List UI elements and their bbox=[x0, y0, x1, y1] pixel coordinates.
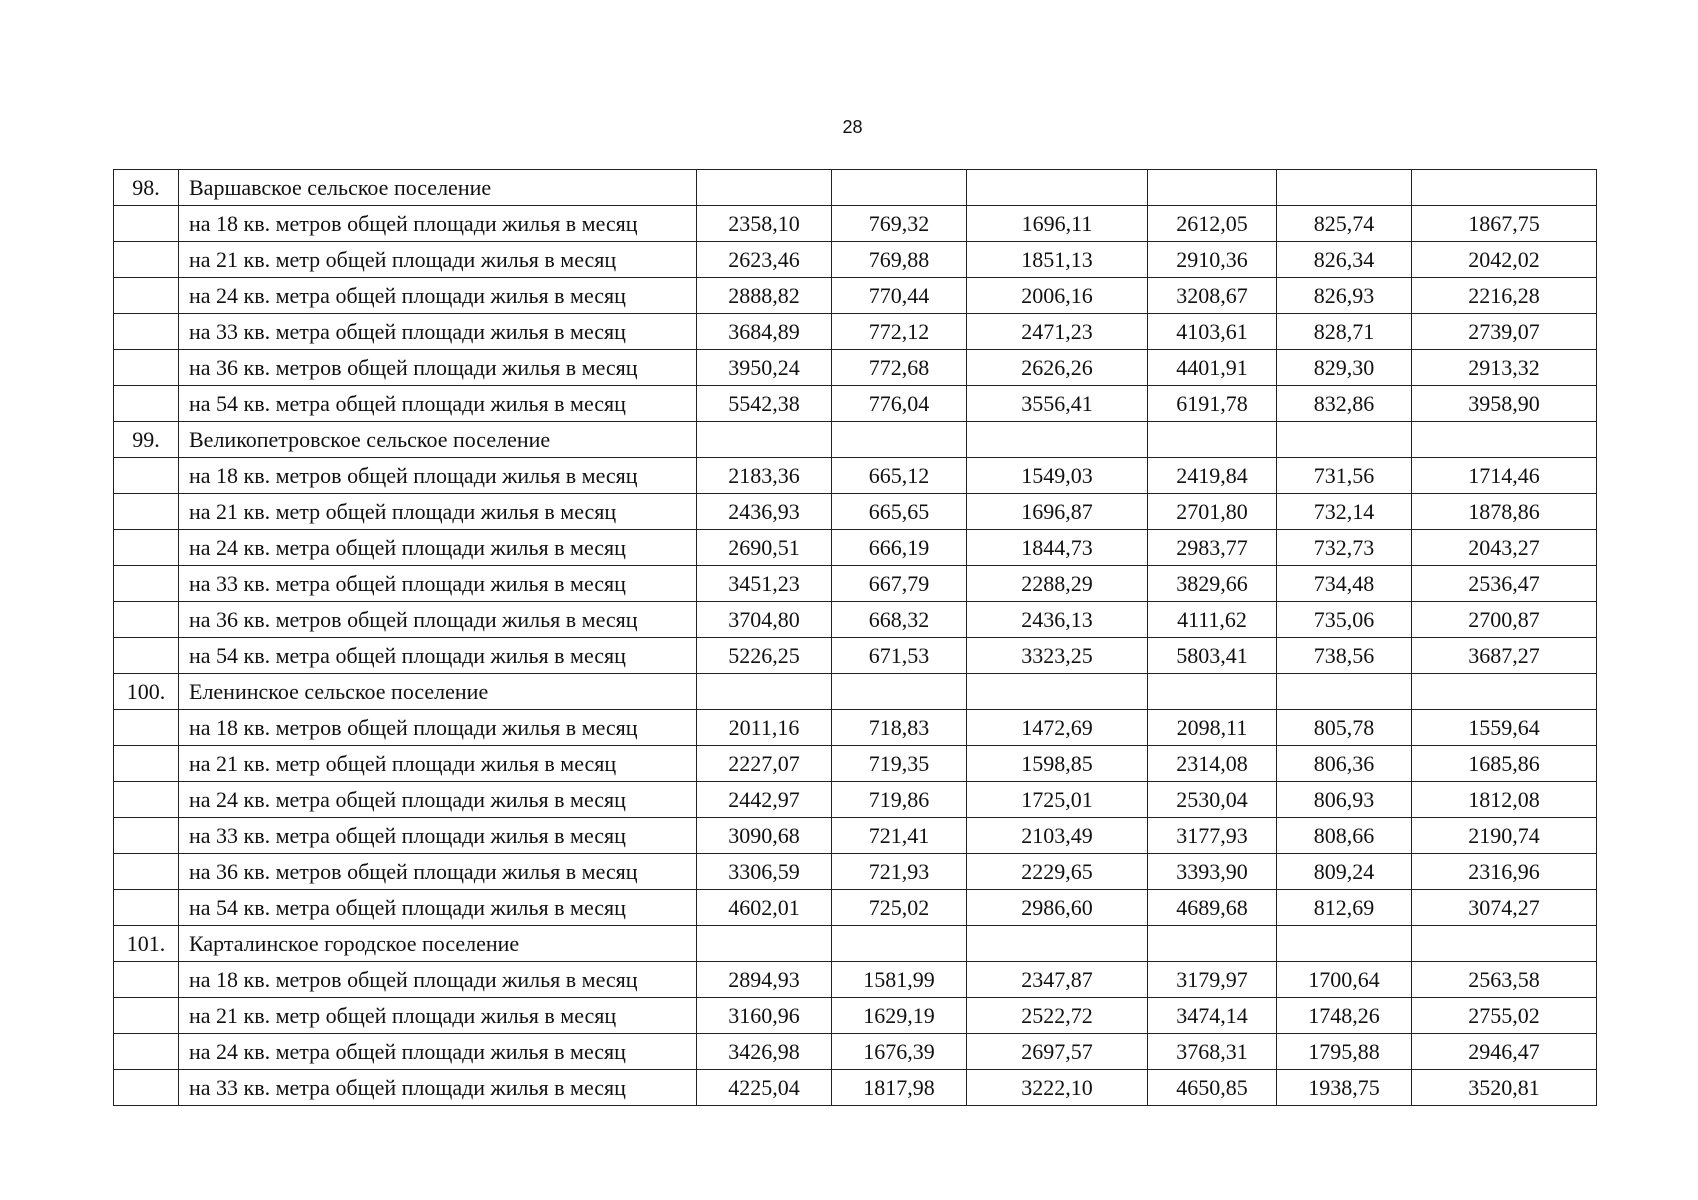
value-cell: 1844,73 bbox=[967, 530, 1148, 566]
section-name: Великопетровское сельское поселение bbox=[179, 422, 697, 458]
value-cell: 2700,87 bbox=[1412, 602, 1597, 638]
value-cell: 1714,46 bbox=[1412, 458, 1597, 494]
value-cell: 832,86 bbox=[1277, 386, 1412, 422]
empty-number-cell bbox=[114, 458, 179, 494]
empty-number-cell bbox=[114, 962, 179, 998]
value-cell: 3958,90 bbox=[1412, 386, 1597, 422]
value-cell: 731,56 bbox=[1277, 458, 1412, 494]
value-cell: 809,24 bbox=[1277, 854, 1412, 890]
value-cell: 2986,60 bbox=[967, 890, 1148, 926]
empty-cell bbox=[697, 674, 832, 710]
row-label: на 54 кв. метра общей площади жилья в месяц bbox=[179, 386, 697, 422]
row-label: на 33 кв. метра общей площади жилья в месяц bbox=[179, 314, 697, 350]
empty-number-cell bbox=[114, 566, 179, 602]
empty-cell bbox=[967, 674, 1148, 710]
value-cell: 6191,78 bbox=[1148, 386, 1277, 422]
empty-cell bbox=[967, 422, 1148, 458]
value-cell: 1549,03 bbox=[967, 458, 1148, 494]
value-cell: 2098,11 bbox=[1148, 710, 1277, 746]
value-cell: 805,78 bbox=[1277, 710, 1412, 746]
value-cell: 718,83 bbox=[832, 710, 967, 746]
table-row bbox=[114, 458, 1597, 494]
value-cell: 770,44 bbox=[832, 278, 967, 314]
empty-number-cell bbox=[114, 890, 179, 926]
section-header-row bbox=[114, 674, 1597, 710]
table-row bbox=[114, 998, 1597, 1034]
value-cell: 3177,93 bbox=[1148, 818, 1277, 854]
table-row bbox=[114, 710, 1597, 746]
value-cell: 719,35 bbox=[832, 746, 967, 782]
value-cell: 3556,41 bbox=[967, 386, 1148, 422]
empty-number-cell bbox=[114, 638, 179, 674]
empty-cell bbox=[1277, 170, 1412, 206]
section-name: Карталинское городское поселение bbox=[179, 926, 697, 962]
value-cell: 806,36 bbox=[1277, 746, 1412, 782]
value-cell: 1938,75 bbox=[1277, 1070, 1412, 1106]
value-cell: 1878,86 bbox=[1412, 494, 1597, 530]
value-cell: 665,65 bbox=[832, 494, 967, 530]
value-cell: 2946,47 bbox=[1412, 1034, 1597, 1070]
value-cell: 826,34 bbox=[1277, 242, 1412, 278]
value-cell: 1795,88 bbox=[1277, 1034, 1412, 1070]
row-label: на 24 кв. метра общей площади жилья в месяц bbox=[179, 278, 697, 314]
row-label: на 21 кв. метр общей площади жилья в месяц bbox=[179, 494, 697, 530]
empty-cell bbox=[1412, 422, 1597, 458]
empty-cell bbox=[832, 170, 967, 206]
value-cell: 825,74 bbox=[1277, 206, 1412, 242]
value-cell: 5226,25 bbox=[697, 638, 832, 674]
section-header-row bbox=[114, 926, 1597, 962]
value-cell: 732,14 bbox=[1277, 494, 1412, 530]
value-cell: 3451,23 bbox=[697, 566, 832, 602]
row-label: на 18 кв. метров общей площади жилья в месяц bbox=[179, 710, 697, 746]
value-cell: 2697,57 bbox=[967, 1034, 1148, 1070]
empty-cell bbox=[1277, 422, 1412, 458]
value-cell: 2227,07 bbox=[697, 746, 832, 782]
section-number: 98. bbox=[114, 170, 179, 206]
value-cell: 3306,59 bbox=[697, 854, 832, 890]
value-cell: 2442,97 bbox=[697, 782, 832, 818]
empty-number-cell bbox=[114, 1070, 179, 1106]
empty-number-cell bbox=[114, 530, 179, 566]
value-cell: 3950,24 bbox=[697, 350, 832, 386]
empty-cell bbox=[1277, 926, 1412, 962]
row-label: на 24 кв. метра общей площади жилья в месяц bbox=[179, 1034, 697, 1070]
value-cell: 2316,96 bbox=[1412, 854, 1597, 890]
value-cell: 2043,27 bbox=[1412, 530, 1597, 566]
row-label: на 33 кв. метра общей площади жилья в месяц bbox=[179, 566, 697, 602]
value-cell: 3222,10 bbox=[967, 1070, 1148, 1106]
row-label: на 21 кв. метр общей площади жилья в месяц bbox=[179, 746, 697, 782]
value-cell: 4225,04 bbox=[697, 1070, 832, 1106]
table-row bbox=[114, 494, 1597, 530]
value-cell: 2612,05 bbox=[1148, 206, 1277, 242]
value-cell: 3829,66 bbox=[1148, 566, 1277, 602]
table-row bbox=[114, 314, 1597, 350]
value-cell: 3160,96 bbox=[697, 998, 832, 1034]
value-cell: 2894,93 bbox=[697, 962, 832, 998]
value-cell: 2183,36 bbox=[697, 458, 832, 494]
empty-cell bbox=[967, 926, 1148, 962]
row-label: на 24 кв. метра общей площади жилья в месяц bbox=[179, 782, 697, 818]
table-row bbox=[114, 530, 1597, 566]
value-cell: 776,04 bbox=[832, 386, 967, 422]
value-cell: 4689,68 bbox=[1148, 890, 1277, 926]
value-cell: 2419,84 bbox=[1148, 458, 1277, 494]
table-row bbox=[114, 818, 1597, 854]
value-cell: 2626,26 bbox=[967, 350, 1148, 386]
row-label: на 18 кв. метров общей площади жилья в месяц bbox=[179, 962, 697, 998]
value-cell: 2739,07 bbox=[1412, 314, 1597, 350]
value-cell: 2436,93 bbox=[697, 494, 832, 530]
row-label: на 24 кв. метра общей площади жилья в месяц bbox=[179, 530, 697, 566]
empty-cell bbox=[1148, 674, 1277, 710]
section-name: Еленинское сельское поселение bbox=[179, 674, 697, 710]
empty-number-cell bbox=[114, 494, 179, 530]
value-cell: 719,86 bbox=[832, 782, 967, 818]
value-cell: 2755,02 bbox=[1412, 998, 1597, 1034]
value-cell: 2563,58 bbox=[1412, 962, 1597, 998]
table-row bbox=[114, 890, 1597, 926]
table-row bbox=[114, 782, 1597, 818]
empty-cell bbox=[697, 422, 832, 458]
value-cell: 2042,02 bbox=[1412, 242, 1597, 278]
table-row bbox=[114, 746, 1597, 782]
table-row bbox=[114, 206, 1597, 242]
empty-number-cell bbox=[114, 782, 179, 818]
empty-number-cell bbox=[114, 710, 179, 746]
value-cell: 3687,27 bbox=[1412, 638, 1597, 674]
empty-number-cell bbox=[114, 746, 179, 782]
tariff-table bbox=[113, 169, 1597, 1106]
value-cell: 829,30 bbox=[1277, 350, 1412, 386]
table-row bbox=[114, 566, 1597, 602]
value-cell: 1817,98 bbox=[832, 1070, 967, 1106]
value-cell: 2216,28 bbox=[1412, 278, 1597, 314]
empty-cell bbox=[1412, 170, 1597, 206]
empty-cell bbox=[1148, 926, 1277, 962]
value-cell: 732,73 bbox=[1277, 530, 1412, 566]
value-cell: 2910,36 bbox=[1148, 242, 1277, 278]
value-cell: 5803,41 bbox=[1148, 638, 1277, 674]
value-cell: 2190,74 bbox=[1412, 818, 1597, 854]
value-cell: 2888,82 bbox=[697, 278, 832, 314]
value-cell: 3684,89 bbox=[697, 314, 832, 350]
value-cell: 3520,81 bbox=[1412, 1070, 1597, 1106]
value-cell: 808,66 bbox=[1277, 818, 1412, 854]
value-cell: 2530,04 bbox=[1148, 782, 1277, 818]
value-cell: 667,79 bbox=[832, 566, 967, 602]
empty-number-cell bbox=[114, 602, 179, 638]
value-cell: 2314,08 bbox=[1148, 746, 1277, 782]
value-cell: 2436,13 bbox=[967, 602, 1148, 638]
value-cell: 772,68 bbox=[832, 350, 967, 386]
value-cell: 2471,23 bbox=[967, 314, 1148, 350]
page-number: 28 bbox=[842, 117, 863, 137]
row-label: на 21 кв. метр общей площади жилья в месяц bbox=[179, 998, 697, 1034]
table-row bbox=[114, 242, 1597, 278]
value-cell: 769,32 bbox=[832, 206, 967, 242]
value-cell: 3474,14 bbox=[1148, 998, 1277, 1034]
row-label: на 36 кв. метров общей площади жилья в месяц bbox=[179, 350, 697, 386]
value-cell: 1851,13 bbox=[967, 242, 1148, 278]
value-cell: 1725,01 bbox=[967, 782, 1148, 818]
table-row bbox=[114, 638, 1597, 674]
row-label: на 36 кв. метров общей площади жилья в месяц bbox=[179, 854, 697, 890]
empty-cell bbox=[832, 926, 967, 962]
section-name: Варшавское сельское поселение bbox=[179, 170, 697, 206]
value-cell: 734,48 bbox=[1277, 566, 1412, 602]
empty-cell bbox=[1148, 170, 1277, 206]
value-cell: 828,71 bbox=[1277, 314, 1412, 350]
value-cell: 671,53 bbox=[832, 638, 967, 674]
value-cell: 1696,87 bbox=[967, 494, 1148, 530]
row-label: на 54 кв. метра общей площади жилья в месяц bbox=[179, 638, 697, 674]
value-cell: 666,19 bbox=[832, 530, 967, 566]
value-cell: 2983,77 bbox=[1148, 530, 1277, 566]
value-cell: 2690,51 bbox=[697, 530, 832, 566]
empty-number-cell bbox=[114, 818, 179, 854]
empty-cell bbox=[1277, 674, 1412, 710]
value-cell: 1812,08 bbox=[1412, 782, 1597, 818]
value-cell: 1559,64 bbox=[1412, 710, 1597, 746]
value-cell: 2522,72 bbox=[967, 998, 1148, 1034]
value-cell: 3768,31 bbox=[1148, 1034, 1277, 1070]
value-cell: 1676,39 bbox=[832, 1034, 967, 1070]
section-number: 99. bbox=[114, 422, 179, 458]
value-cell: 772,12 bbox=[832, 314, 967, 350]
empty-number-cell bbox=[114, 1034, 179, 1070]
empty-cell bbox=[697, 926, 832, 962]
value-cell: 1700,64 bbox=[1277, 962, 1412, 998]
row-label: на 21 кв. метр общей площади жилья в месяц bbox=[179, 242, 697, 278]
value-cell: 1685,86 bbox=[1412, 746, 1597, 782]
value-cell: 826,93 bbox=[1277, 278, 1412, 314]
value-cell: 2358,10 bbox=[697, 206, 832, 242]
empty-cell bbox=[832, 674, 967, 710]
row-label: на 36 кв. метров общей площади жилья в месяц bbox=[179, 602, 697, 638]
empty-cell bbox=[697, 170, 832, 206]
value-cell: 3090,68 bbox=[697, 818, 832, 854]
value-cell: 2229,65 bbox=[967, 854, 1148, 890]
table-row bbox=[114, 278, 1597, 314]
row-label: на 33 кв. метра общей площади жилья в месяц bbox=[179, 818, 697, 854]
table-row bbox=[114, 1034, 1597, 1070]
empty-number-cell bbox=[114, 998, 179, 1034]
table-row bbox=[114, 1070, 1597, 1106]
section-number: 101. bbox=[114, 926, 179, 962]
value-cell: 2536,47 bbox=[1412, 566, 1597, 602]
value-cell: 1598,85 bbox=[967, 746, 1148, 782]
value-cell: 2347,87 bbox=[967, 962, 1148, 998]
section-header-row bbox=[114, 422, 1597, 458]
value-cell: 668,32 bbox=[832, 602, 967, 638]
section-number: 100. bbox=[114, 674, 179, 710]
value-cell: 721,41 bbox=[832, 818, 967, 854]
value-cell: 1629,19 bbox=[832, 998, 967, 1034]
value-cell: 721,93 bbox=[832, 854, 967, 890]
row-label: на 18 кв. метров общей площади жилья в месяц bbox=[179, 458, 697, 494]
value-cell: 3704,80 bbox=[697, 602, 832, 638]
value-cell: 2011,16 bbox=[697, 710, 832, 746]
value-cell: 2623,46 bbox=[697, 242, 832, 278]
empty-number-cell bbox=[114, 314, 179, 350]
empty-cell bbox=[1412, 674, 1597, 710]
value-cell: 4602,01 bbox=[697, 890, 832, 926]
value-cell: 1472,69 bbox=[967, 710, 1148, 746]
table-row bbox=[114, 350, 1597, 386]
empty-number-cell bbox=[114, 278, 179, 314]
value-cell: 2103,49 bbox=[967, 818, 1148, 854]
value-cell: 735,06 bbox=[1277, 602, 1412, 638]
row-label: на 54 кв. метра общей площади жилья в месяц bbox=[179, 890, 697, 926]
value-cell: 2701,80 bbox=[1148, 494, 1277, 530]
value-cell: 5542,38 bbox=[697, 386, 832, 422]
value-cell: 3323,25 bbox=[967, 638, 1148, 674]
table-row bbox=[114, 386, 1597, 422]
value-cell: 2006,16 bbox=[967, 278, 1148, 314]
table-row bbox=[114, 854, 1597, 890]
empty-number-cell bbox=[114, 206, 179, 242]
value-cell: 2913,32 bbox=[1412, 350, 1597, 386]
empty-cell bbox=[967, 170, 1148, 206]
value-cell: 4111,62 bbox=[1148, 602, 1277, 638]
value-cell: 1748,26 bbox=[1277, 998, 1412, 1034]
value-cell: 725,02 bbox=[832, 890, 967, 926]
value-cell: 1581,99 bbox=[832, 962, 967, 998]
empty-number-cell bbox=[114, 854, 179, 890]
value-cell: 4650,85 bbox=[1148, 1070, 1277, 1106]
value-cell: 2288,29 bbox=[967, 566, 1148, 602]
value-cell: 4401,91 bbox=[1148, 350, 1277, 386]
section-header-row bbox=[114, 170, 1597, 206]
value-cell: 3208,67 bbox=[1148, 278, 1277, 314]
value-cell: 3179,97 bbox=[1148, 962, 1277, 998]
empty-number-cell bbox=[114, 386, 179, 422]
value-cell: 1867,75 bbox=[1412, 206, 1597, 242]
value-cell: 769,88 bbox=[832, 242, 967, 278]
empty-cell bbox=[1148, 422, 1277, 458]
value-cell: 665,12 bbox=[832, 458, 967, 494]
empty-cell bbox=[832, 422, 967, 458]
value-cell: 1696,11 bbox=[967, 206, 1148, 242]
value-cell: 3393,90 bbox=[1148, 854, 1277, 890]
value-cell: 738,56 bbox=[1277, 638, 1412, 674]
value-cell: 4103,61 bbox=[1148, 314, 1277, 350]
empty-number-cell bbox=[114, 350, 179, 386]
table-body bbox=[114, 170, 1597, 1106]
empty-number-cell bbox=[114, 242, 179, 278]
empty-cell bbox=[1412, 926, 1597, 962]
row-label: на 33 кв. метра общей площади жилья в месяц bbox=[179, 1070, 697, 1106]
table-row bbox=[114, 602, 1597, 638]
value-cell: 3074,27 bbox=[1412, 890, 1597, 926]
row-label: на 18 кв. метров общей площади жилья в месяц bbox=[179, 206, 697, 242]
value-cell: 806,93 bbox=[1277, 782, 1412, 818]
table-row bbox=[114, 962, 1597, 998]
value-cell: 3426,98 bbox=[697, 1034, 832, 1070]
value-cell: 812,69 bbox=[1277, 890, 1412, 926]
